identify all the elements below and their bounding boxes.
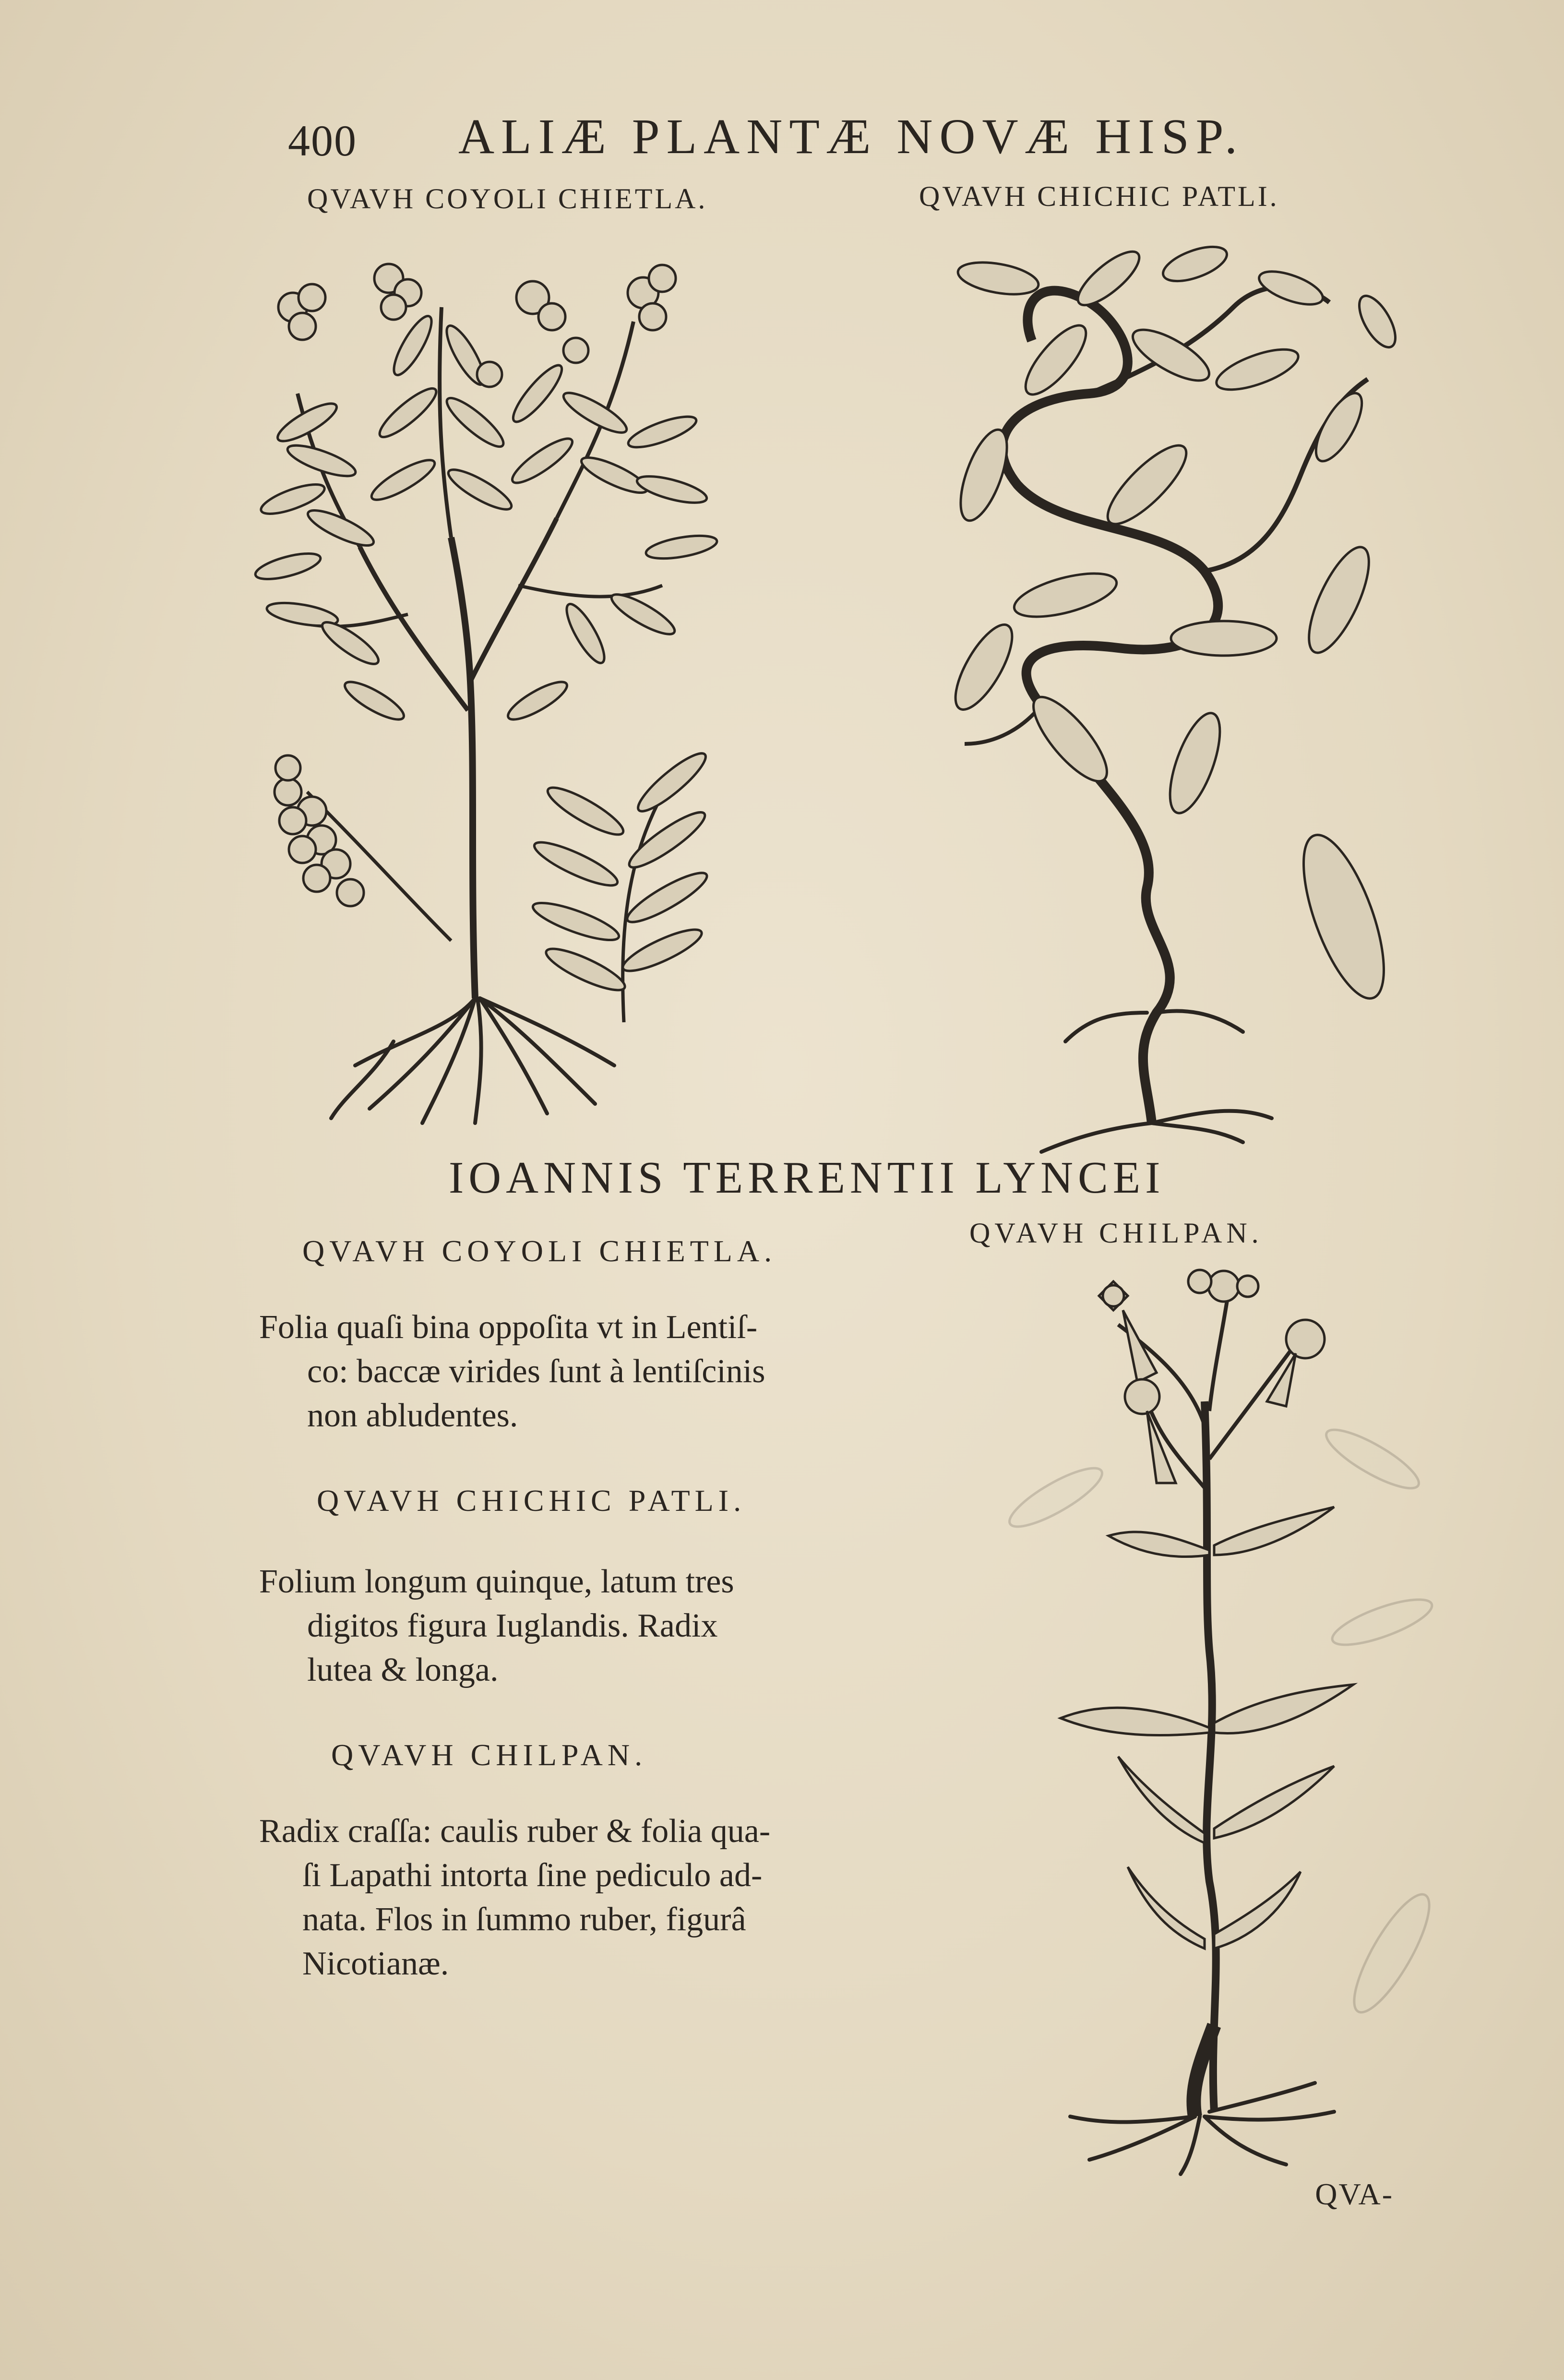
entry-1-line-3: non abludentes. (307, 1397, 518, 1434)
caption-right: QVAVH CHICHIC PATLI. (919, 180, 1279, 212)
entry-1-line-1: Folia quaſi bina oppoſita vt in Lentiſ- (259, 1309, 758, 1346)
entry-1-heading: QVAVH COYOLI CHIETLA. (302, 1234, 777, 1268)
entry-3-line-4: Nicotianæ. (302, 1945, 449, 1982)
entry-2-line-1: Folium longum quinque, latum tres (259, 1563, 734, 1600)
entry-2-heading: QVAVH CHICHIC PATLI. (317, 1483, 746, 1518)
entry-3-line-2: ſi Lapathi intorta ſine pediculo ad- (302, 1857, 763, 1894)
entry-3-line-1: Radix craſſa: caulis ruber & folia qua- (259, 1813, 771, 1850)
woodcut-quavh-chilpan (998, 1257, 1430, 2179)
caption-bottom-right: QVAVH CHILPAN. (969, 1217, 1263, 1249)
entry-2-text (259, 1560, 734, 1692)
entry-3-heading: QVAVH CHILPAN. (331, 1738, 647, 1772)
entry-2-line-3: lutea & longa. (307, 1651, 499, 1688)
entry-3-text (259, 1809, 770, 1986)
entry-1-text (259, 1305, 765, 1438)
catchword: QVA- (1315, 2177, 1394, 2211)
entry-3-line-3: nata. Flos in ſummo ruber, figurâ (302, 1901, 746, 1938)
page-number: 400 (288, 116, 357, 165)
woodcut-quavh-coyoli-chietla (250, 250, 777, 1152)
caption-left: QVAVH COYOLI CHIETLA. (307, 183, 708, 215)
entry-2-line-2: digitos figura Iuglandis. Radix (307, 1607, 718, 1644)
entry-1-line-2: co: baccæ virides ſunt à lentiſcinis (307, 1353, 765, 1390)
woodcut-quavh-chichic-patli (945, 226, 1425, 1157)
author-heading: IOANNIS TERRENTII LYNCEI (449, 1153, 1165, 1203)
running-head: ALIÆ PLANTÆ NOVÆ HISP. (458, 109, 1244, 164)
